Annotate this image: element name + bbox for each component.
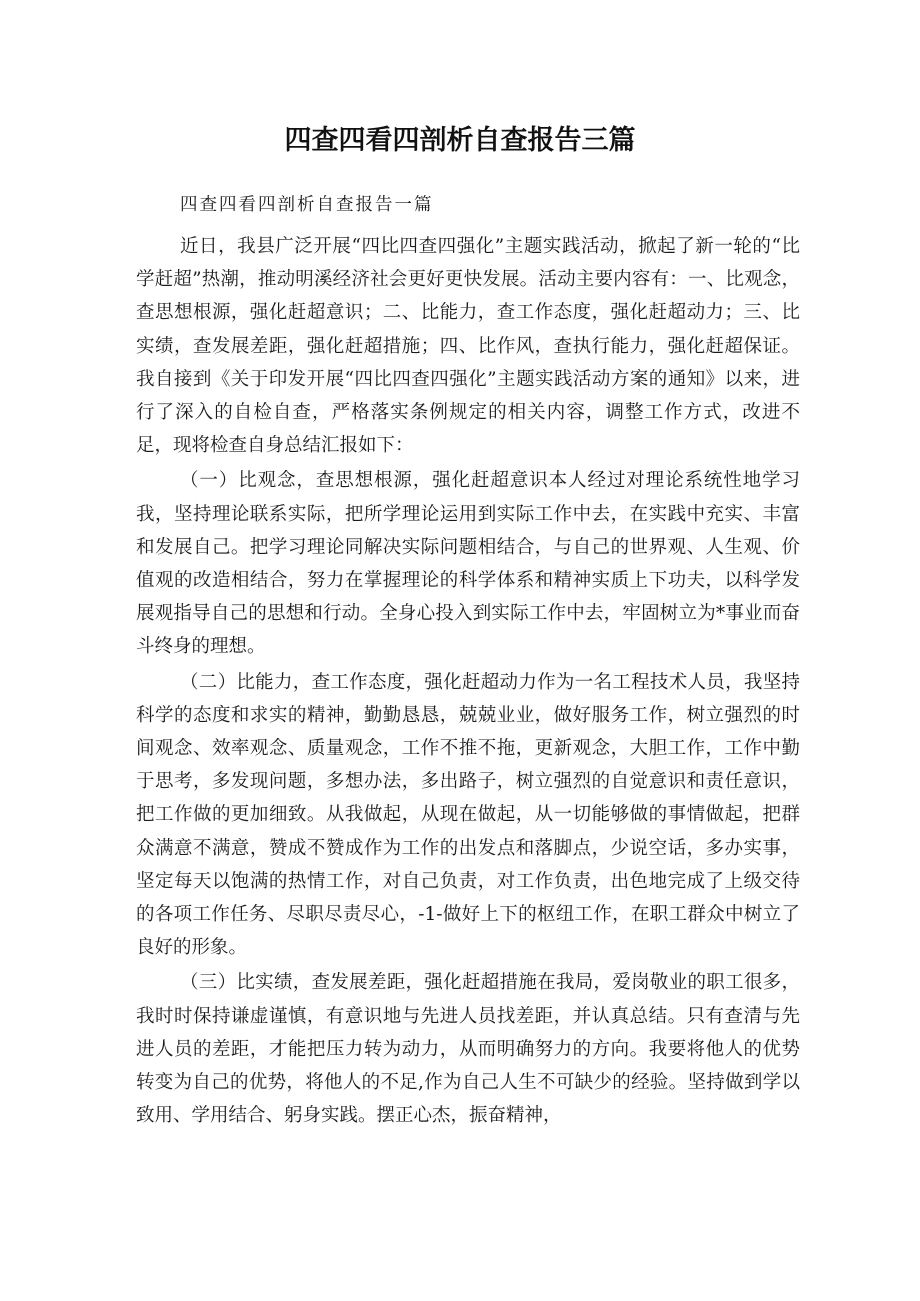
paragraph-intro: 近日，我县广泛开展“四比四查四强化”主题实践活动，掀起了新一轮的“比学赶超”热潮，推动明溪经济社会更好更快发展。活动主要内容有：一、比观念，查思想根源，强化赶超意识；二、比能力，查工作态度，强化赶超动力；三、比实绩，查发展差距，强化赶超措施；四、比作风，查执行能力，强化赶超保证。我自接到《关于印发开展“四比四查四强化”主题实践活动方案的通知》以来，进行了深入的自检自查，严格落实条例规定的相关内容，调整工作方式，改进不足，现将检查自身总结汇报如下： — [136, 236, 800, 457]
document-title: 四查四看四剖析自查报告三篇 — [284, 125, 636, 156]
paragraph-section-2: （二）比能力，查工作态度，强化赶超动力作为一名工程技术人员，我坚持科学的态度和求实的精神，勤勤恳恳，兢兢业业，做好服务工作，树立强烈的时间观念、效率观念、质量观念，工作不推不拖，更新观念，大胆工作，工作中勤于思考，多发现问题，多想办法，多出路子，树立强烈的自觉意识和责任意识，把工作做的更加细致。从我做起，从现在做起，从一切能够做的事情做起，把群众满意不满意，赞成不赞成作为工作的出发点和落脚点，少说空话，多办实事，坚定每天以饱满的热情工作，对自己负责，对工作负责，出色地完成了上级交待的各项工作任务、尽职尽责尽心，-1-做好上下的枢纽工作，在职工群众中树立了良好的形象。 — [136, 671, 800, 959]
document-subtitle: 四查四看四剖析自查报告一篇 — [180, 195, 434, 215]
paragraph-section-3: （三）比实绩，查发展差距，强化赶超措施在我局，爱岗敬业的职工很多，我时时保持谦虚谨慎，有意识地与先进人员找差距，并认真总结。只有查清与先进人员的差距，才能把压力转为动力，从而明确努力的方向。我要将他人的优势转变为自己的优势，将他人的不足,作为自己人生不可缺少的经验。坚持做到学以致用、学用结合、躬身实践。摆正心杰，振奋精神， — [136, 972, 800, 1127]
document-body — [136, 230, 800, 1132]
paragraph-section-1: （一）比观念，查思想根源，强化赶超意识本人经过对理论系统性地学习我，坚持理论联系实际，把所学理论运用到实际工作中去，在实践中充实、丰富和发展自己。把学习理论同解决实际问题相结合，与自己的世界观、人生观、价值观的改造相结合，努力在掌握理论的科学体系和精神实质上下功夫，以科学发展观指导自己的思想和行动。全身心投入到实际工作中去，牢固树立为*事业而奋斗终身的理想。 — [136, 470, 800, 658]
